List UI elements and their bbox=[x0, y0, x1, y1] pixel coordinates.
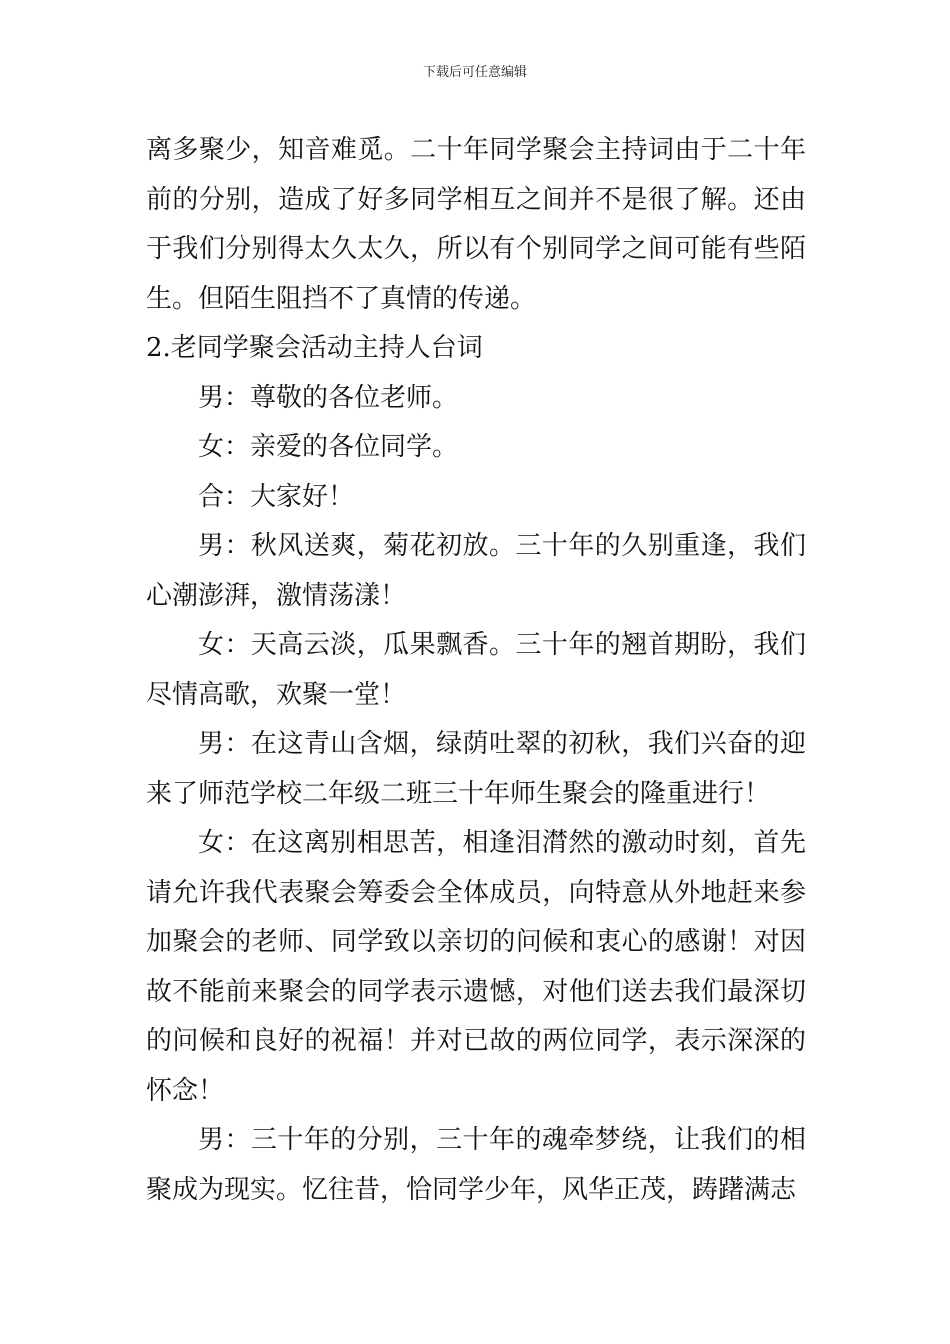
dialogue-line: 男：秋风送爽，菊花初放。三十年的久别重逢，我们心潮澎湃，激情荡漾！ bbox=[146, 531, 806, 611]
dialogue-line: 女：在这离别相思苦，相逢泪潸然的激动时刻，首先请允许我代表聚会筹委会全体成员，向特意从外地赶来参加聚会的老师、同学致以亲切的问候和衷心的感谢！对因故不能前来聚会的同学表示遗憾，对他们送去我们最深切的问候和良好的祝福！并对已故的两位同学，表示深深的怀念！ bbox=[146, 828, 806, 1106]
dialogue-line: 男：在这青山含烟，绿荫吐翠的初秋，我们兴奋的迎来了师范学校二年级二班三十年师生聚会的隆重进行！ bbox=[146, 729, 806, 809]
document-body bbox=[146, 126, 806, 1215]
dialogue-line: 合：大家好！ bbox=[198, 481, 355, 512]
paragraph-intro: 离多聚少，知音难觅。二十年同学聚会主持词由于二十年前的分别，造成了好多同学相互之间并不是很了解。还由于我们分别得太久太久，所以有个别同学之间可能有些陌生。但陌生阻挡不了真情的传递。 bbox=[146, 135, 806, 314]
dialogue-line: 男：尊敬的各位老师。 bbox=[198, 382, 459, 413]
section-heading: 2.老同学聚会活动主持人台词 bbox=[146, 333, 483, 363]
dialogue-line: 女：天高云淡，瓜果飘香。三十年的翘首期盼，我们尽情高歌，欢聚一堂！ bbox=[146, 630, 806, 710]
dialogue-line: 男：三十年的分别，三十年的魂牵梦绕，让我们的相聚成为现实。忆往昔，恰同学少年，风华正茂，踌躇满志 bbox=[146, 1125, 806, 1205]
page-header: 下载后可任意编辑 bbox=[422, 65, 527, 80]
dialogue-line: 女：亲爱的各位同学。 bbox=[198, 432, 459, 462]
